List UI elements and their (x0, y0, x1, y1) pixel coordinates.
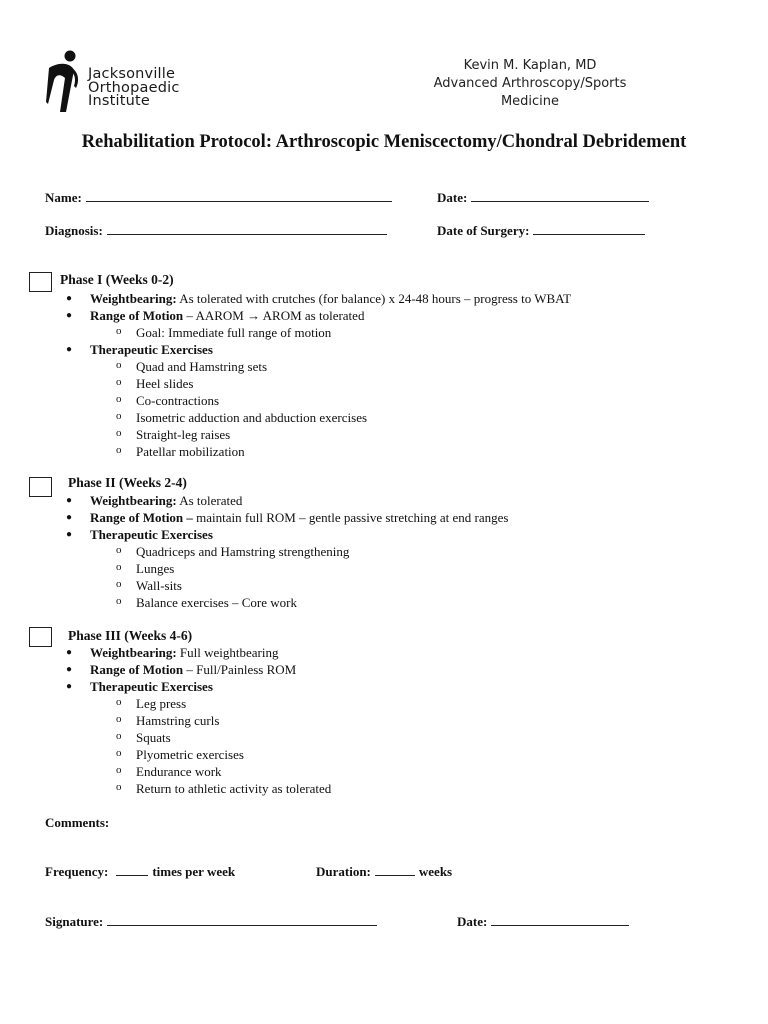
frequency-suffix: times per week (152, 864, 236, 879)
phase-1-title: Phase I (Weeks 0-2) (60, 272, 174, 287)
diagnosis-field[interactable] (45, 223, 387, 239)
institute-name-line2: Orthopaedic (88, 79, 180, 96)
hollow-bullet-icon: o (116, 544, 122, 556)
phase-3-title: Phase III (Weeks 4-6) (68, 628, 193, 643)
hollow-bullet-icon: o (116, 578, 122, 590)
bullet-icon: ● (66, 647, 73, 658)
bullet-icon: ● (66, 310, 73, 321)
hollow-bullet-icon: o (116, 393, 122, 405)
bullet-icon: ● (66, 344, 73, 355)
bullet-icon: ● (66, 664, 73, 675)
hollow-bullet-icon: o (116, 696, 122, 708)
name-label: Name: (45, 190, 82, 205)
duration-line[interactable] (375, 865, 415, 876)
signature-date-field[interactable] (457, 914, 629, 930)
signature-line[interactable] (107, 915, 377, 926)
hollow-bullet-icon: o (116, 427, 122, 439)
comments-label: Comments: (45, 815, 110, 830)
physician-specialty-line2: Medicine (500, 94, 560, 109)
physician-name: Kevin M. Kaplan, MD (463, 58, 597, 73)
hollow-bullet-icon: o (116, 410, 122, 422)
signature-label: Signature: (45, 914, 104, 929)
surgery-date-field[interactable] (437, 223, 645, 239)
signature-field[interactable] (45, 914, 377, 930)
hollow-bullet-icon: o (116, 747, 122, 759)
hollow-bullet-icon: o (116, 595, 122, 607)
signature-date-line[interactable] (491, 915, 629, 926)
phase-2-title: Phase II (Weeks 2-4) (68, 475, 187, 490)
hollow-bullet-icon: o (116, 325, 122, 337)
diagnosis-label: Diagnosis: (45, 223, 103, 238)
hollow-bullet-icon: o (116, 561, 122, 573)
name-field[interactable] (45, 190, 392, 206)
physician-block (410, 57, 650, 111)
bullet-icon: ● (66, 529, 73, 540)
document-title: Rehabilitation Protocol: Arthroscopic Meniscectomy/Chondral Debridement (81, 132, 687, 152)
bullet-icon: ● (66, 681, 73, 692)
phase-2-checkbox[interactable] (29, 477, 52, 497)
institute-name-line3: Institute (88, 93, 151, 109)
institute-logo (46, 50, 216, 112)
date-line[interactable] (471, 191, 649, 202)
duration-label: Duration: (316, 864, 371, 879)
institute-name (88, 68, 180, 109)
phase-1-checkbox[interactable] (29, 272, 52, 292)
bullet-icon: ● (66, 512, 73, 523)
figure-logo-icon (46, 50, 86, 112)
institute-name-line1: Jacksonville (88, 66, 176, 82)
hollow-bullet-icon: o (116, 444, 122, 456)
bullet-icon: ● (66, 495, 73, 506)
hollow-bullet-icon: o (116, 730, 122, 742)
date-label: Date: (437, 190, 468, 205)
signature-date-label: Date: (457, 914, 488, 929)
frequency-line[interactable] (116, 865, 148, 876)
physician-specialty-line1: Advanced Arthroscopy/Sports (433, 76, 627, 91)
diagnosis-line[interactable] (107, 224, 387, 235)
frequency-label: Frequency: (45, 864, 109, 879)
surgery-date-line[interactable] (533, 224, 645, 235)
bullet-icon: ● (66, 293, 73, 304)
hollow-bullet-icon: o (116, 713, 122, 725)
frequency-field[interactable] (45, 864, 235, 880)
duration-suffix: weeks (418, 864, 453, 879)
hollow-bullet-icon: o (116, 781, 122, 793)
hollow-bullet-icon: o (116, 376, 122, 388)
name-line[interactable] (86, 191, 392, 202)
phase-3-checkbox[interactable] (29, 627, 52, 647)
surgery-date-label: Date of Surgery: (437, 223, 530, 238)
date-field[interactable] (437, 190, 649, 206)
hollow-bullet-icon: o (116, 764, 122, 776)
hollow-bullet-icon: o (116, 359, 122, 371)
duration-field[interactable] (316, 864, 452, 880)
